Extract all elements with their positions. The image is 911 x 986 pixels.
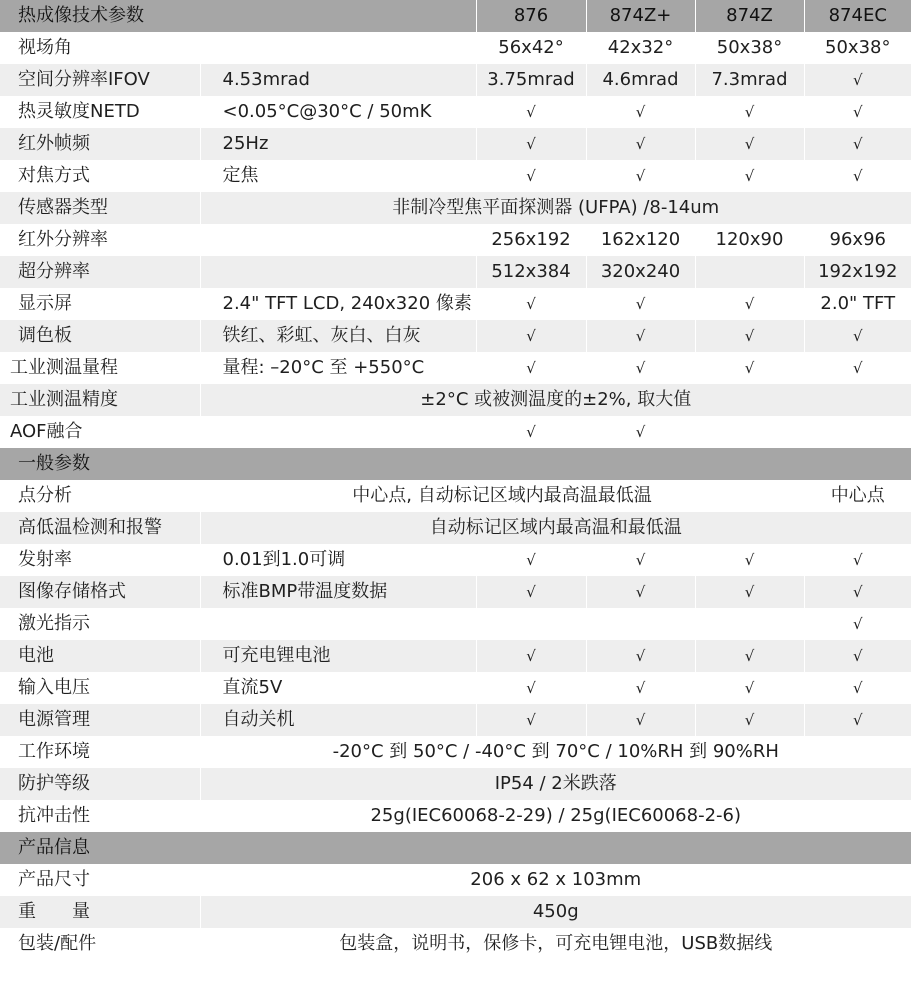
row-description: 25Hz [200,128,476,160]
check-mark: √ [476,128,586,160]
check-mark: √ [804,64,911,96]
model-value: 320x240 [586,256,695,288]
row-label: 电池 [0,640,200,672]
row-label: 电源管理 [0,704,200,736]
check-mark: √ [476,576,586,608]
spec-row [0,672,911,704]
spec-row [0,320,911,352]
model-value: 42x32° [586,32,695,64]
row-label: 热灵敏度NETD [0,96,200,128]
spec-row [0,32,911,64]
model-value: 162x120 [586,224,695,256]
check-mark: √ [586,320,695,352]
row-label: 高低温检测和报警 [0,512,200,544]
row-label: 发射率 [0,544,200,576]
check-mark: √ [476,416,586,448]
check-mark: √ [695,704,804,736]
spec-row [0,800,911,832]
check-mark: √ [804,704,911,736]
row-label: 点分析 [0,480,200,512]
row-label: 视场角 [0,32,200,64]
spec-row [0,224,911,256]
spec-row [0,96,911,128]
model-value: 120x90 [695,224,804,256]
check-mark: √ [852,359,863,377]
spec-row [0,384,911,416]
check-mark: √ [586,96,695,128]
model-value [586,608,695,640]
check-mark: √ [695,160,804,192]
row-spanned-value: 非制冷型焦平面探测器 (UFPA) /8-14um [200,192,911,224]
model-value: 4.6mrad [586,64,695,96]
row-description [200,256,476,288]
check-mark: √ [586,704,695,736]
row-label: 包装/配件 [0,928,200,960]
row-description [200,32,476,64]
check-mark: √ [586,416,695,448]
model-value [695,416,804,448]
model-value: 7.3mrad [695,64,804,96]
check-mark: √ [852,167,863,185]
model-header-2: 874Z [695,0,804,32]
check-mark: √ [476,704,586,736]
spec-row [0,896,911,928]
row-description [200,608,476,640]
check-mark: √ [804,320,911,352]
check-mark: √ [695,288,804,320]
row-label: 抗冲击性 [0,800,200,832]
check-mark: √ [695,96,804,128]
row-description: 量程: –20°C 至 +550°C [200,352,476,384]
spec-row [0,864,911,896]
model-value: 2.0" TFT [820,293,896,314]
model-value [695,608,804,640]
spec-row [0,416,911,448]
row-label: 传感器类型 [0,192,200,224]
row-label: 工业测温量程 [0,352,200,384]
row-description: 直流5V [200,672,476,704]
spec-row [0,576,911,608]
check-mark: √ [476,352,586,384]
check-mark: √ [852,551,863,569]
section-header [0,0,911,32]
model-value [695,256,804,288]
check-mark: √ [695,672,804,704]
check-mark: √ [695,320,804,352]
row-label: 产品尺寸 [0,864,200,896]
row-spanned-value: 206 x 62 x 103mm [470,869,642,890]
row-spanned-value: IP54 / 2米跌落 [200,768,911,800]
check-mark: √ [586,288,695,320]
check-mark: √ [586,672,695,704]
check-mark: √ [476,96,586,128]
model-header-1: 874Z+ [586,0,695,32]
row-label: 对焦方式 [0,160,200,192]
section-title: 一般参数 [0,448,911,480]
spec-row [0,352,911,384]
row-description [200,224,476,256]
check-mark: √ [695,640,804,672]
check-mark: √ [586,576,695,608]
row-description: 2.4" TFT LCD, 240x320 像素 [200,288,476,320]
check-mark: √ [695,128,804,160]
model-value [476,608,586,640]
check-mark: √ [586,544,695,576]
check-mark: √ [852,103,863,121]
row-label: 调色板 [0,320,200,352]
row-spanned-value: 25g(IEC60068-2-29) / 25g(IEC60068-2-6) [370,805,742,826]
spec-row [0,608,911,640]
spec-row [0,160,911,192]
check-mark: √ [476,320,586,352]
row-label: 重 量 [0,896,200,928]
row-description: 0.01到1.0可调 [200,544,476,576]
row-description: 铁红、彩虹、灰白、白灰 [200,320,476,352]
model-value: 50x38° [695,32,804,64]
row-label: 工业测温精度 [0,384,200,416]
row-description: <0.05°C@30°C / 50mK [200,96,476,128]
check-mark: √ [852,679,863,697]
model-value: 512x384 [476,256,586,288]
model-value: 3.75mrad [476,64,586,96]
model-value: 50x38° [825,37,891,58]
spec-row [0,928,911,960]
row-spanned-value: 450g [200,896,911,928]
check-mark: √ [695,576,804,608]
model-value: 256x192 [476,224,586,256]
spec-row [0,544,911,576]
spec-row [0,192,911,224]
row-label: 空间分辨率IFOV [0,64,200,96]
check-mark: √ [586,640,695,672]
check-mark: √ [852,615,863,633]
row-label: 显示屏 [0,288,200,320]
check-mark: √ [476,640,586,672]
spec-row [0,64,911,96]
section-title: 热成像技术参数 [0,0,476,32]
row-spanned-value: 自动标记区域内最高温和最低温 [200,512,911,544]
spec-row [0,128,911,160]
row-description: 定焦 [200,160,476,192]
row-label: 激光指示 [0,608,200,640]
row-value-874ec: 中心点 [830,485,885,506]
spec-row [0,736,911,768]
model-value [804,416,911,448]
spec-row [0,288,911,320]
check-mark: √ [586,128,695,160]
spec-row [0,768,911,800]
row-label: 工作环境 [0,736,200,768]
row-spanned-value: -20°C 到 50°C / -40°C 到 70°C / 10%RH 到 90%RH [332,741,779,762]
model-header-0: 876 [476,0,586,32]
check-mark: √ [695,352,804,384]
row-label: AOF融合 [0,416,200,448]
row-label: 输入电压 [0,672,200,704]
row-description [200,416,476,448]
check-mark: √ [476,544,586,576]
check-mark: √ [586,160,695,192]
row-description: 自动关机 [200,704,476,736]
check-mark: √ [586,352,695,384]
check-mark: √ [695,544,804,576]
check-mark: √ [476,672,586,704]
row-spanned-value: 中心点, 自动标记区域内最高温最低温 [200,480,804,512]
model-header-3: 874EC [804,0,911,32]
spec-row [0,704,911,736]
check-mark: √ [804,576,911,608]
row-description: 可充电锂电池 [200,640,476,672]
spec-row [0,512,911,544]
spec-row [0,256,911,288]
row-label: 红外帧频 [0,128,200,160]
spec-row [0,640,911,672]
row-description: 标准BMP带温度数据 [200,576,476,608]
model-value: 192x192 [804,256,911,288]
check-mark: √ [804,128,911,160]
section-header [0,448,911,480]
model-value: 56x42° [476,32,586,64]
section-title: 产品信息 [0,832,911,864]
section-header [0,832,911,864]
row-description: 4.53mrad [200,64,476,96]
model-value: 96x96 [829,229,886,250]
check-mark: √ [804,640,911,672]
row-spanned-value: ±2°C 或被测温度的±2%, 取大值 [200,384,911,416]
row-label: 防护等级 [0,768,200,800]
check-mark: √ [476,160,586,192]
row-spanned-value: 包装盒，说明书，保修卡，可充电锂电池，USB数据线 [339,933,773,954]
row-label: 图像存储格式 [0,576,200,608]
check-mark: √ [476,288,586,320]
row-label: 红外分辨率 [0,224,200,256]
spec-row [0,480,911,512]
row-label: 超分辨率 [0,256,200,288]
